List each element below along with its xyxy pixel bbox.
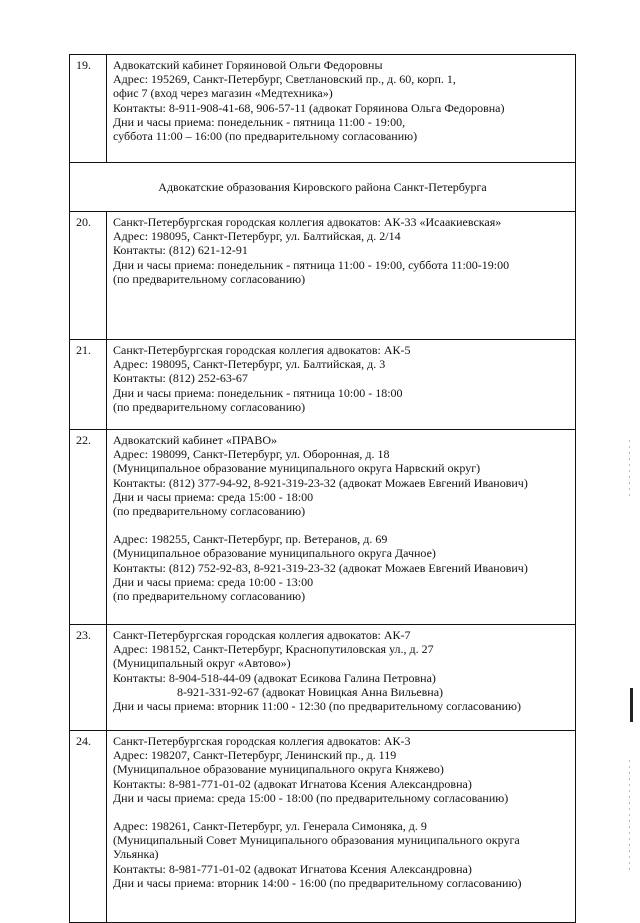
entry-number: 20. [70,212,107,340]
section-heading: Адвокатские образования Кировского района Санкт-Петербурга [70,163,576,212]
table-row [70,625,576,731]
entry-line: Дни и часы приема: среда 15:00 - 18:00 (по предварительному согласованию) [113,790,509,805]
table-row [70,430,576,625]
entry-details [107,212,576,340]
entry-line: Дни и часы приема: понедельник - пятница 11:00 - 19:00, [113,114,406,129]
entry-line: Санкт-Петербургская городская коллегия адвокатов: АК-5 [113,343,411,357]
entry-details [107,55,576,163]
entry-line: Адрес: 198255, Санкт-Петербург, пр. Ветеранов, д. 69 [113,532,388,547]
table-row [70,55,576,163]
entry-line: суббота 11:00 – 16:00 (по предварительному согласованию) [113,129,418,144]
entry-number: 23. [70,625,107,731]
entry-line: Контакты: (812) 752-92-83, 8-921-319-23-32 (адвокат Можаев Евгений Иванович) [113,560,528,575]
entry-line: Дни и часы приема: вторник 14:00 - 16:00 (по предварительному согласованию) [113,875,522,890]
entry-line: Адрес: 198099, Санкт-Петербург, ул. Оборонная, д. 18 [113,447,390,462]
entry-details [107,731,576,923]
entry-line: Контакты: (812) 377-94-92, 8-921-319-23-32 (адвокат Можаев Евгений Иванович) [113,475,528,490]
entry-line: Дни и часы приема: среда 10:00 - 13:00 [113,574,314,589]
table-row [70,212,576,340]
table-row [70,340,576,430]
entry-line: Ульянка) [113,847,159,862]
entry-line: Дни и часы приема: вторник 11:00 - 12:30 (по предварительному согласованию) [113,699,521,714]
entry-line: 8-921-331-92-67 (адвокат Новицкая Анна Вильевна) [177,684,444,699]
entry-number: 19. [70,55,107,163]
entry-line: Дни и часы приема: понедельник - пятница 10:00 - 18:00 [113,385,403,400]
entry-line: Контакты: 8-911-908-41-68, 906-57-11 (адвокат Горяинова Ольга Федоровна) [113,100,505,115]
entry-line: Контакты: 8-981-771-01-02 (адвокат Игнатова Ксения Александровна) [113,776,472,791]
entry-line: (Муниципальный Совет Муниципального образования муниципального округа [113,833,520,848]
section-row [70,163,576,212]
entry-line: Контакты: 8-904-518-44-09 (адвокат Есикова Галина Петровна) [113,670,436,685]
entry-line: Дни и часы приема: среда 15:00 - 18:00 [113,489,314,504]
entry-details [107,430,576,625]
entry-line: Адрес: 198095, Санкт-Петербург, ул. Балтийская, д. 3 [113,357,386,372]
entry-line: (по предварительному согласованию) [113,271,306,286]
entry-line: Контакты: (812) 621-12-91 [113,243,248,258]
entry-details [107,340,576,430]
entry-line: (по предварительному согласованию) [113,399,306,414]
entry-line: Дни и часы приема: понедельник - пятница 11:00 - 19:00, суббота 11:00-19:00 [113,257,510,272]
entry-gap [113,805,571,819]
entry-line: Контакты: 8-981-771-01-02 (адвокат Игнатова Ксения Александровна) [113,861,472,876]
scan-artifact-dots [629,440,630,500]
entry-line: (по предварительному согласованию) [113,504,306,519]
entry-line: (по предварительному согласованию) [113,589,306,604]
entry-line: офис 7 (вход через магазин «Медтехника») [113,86,333,101]
entry-line: Контакты: (812) 252-63-67 [113,371,248,386]
entry-line: Адрес: 198095, Санкт-Петербург, ул. Балтийская, д. 2/14 [113,229,401,244]
entry-number: 24. [70,731,107,923]
entry-line: Адвокатский кабинет Горяиновой Ольги Федоровны [113,58,383,72]
entry-line: Адрес: 195269, Санкт-Петербург, Светлановский пр., д. 60, корп. 1, [113,72,456,87]
scan-artifact-mark [630,688,633,722]
table-row [70,731,576,923]
entry-line: (Муниципальный округ «Автово») [113,656,291,671]
entry-number: 21. [70,340,107,430]
registry-table [69,54,576,923]
entry-line: Адвокатский кабинет «ПРАВО» [113,433,278,447]
entry-line: Адрес: 198152, Санкт-Петербург, Краснопутиловская ул., д. 27 [113,642,434,657]
entry-details [107,625,576,731]
entry-line: (Муниципальное образование муниципального округа Княжево) [113,762,444,777]
entry-line: (Муниципальное образование муниципального округа Нарвский округ) [113,461,481,476]
entry-line: Санкт-Петербургская городская коллегия адвокатов: АК-7 [113,628,411,642]
entry-number: 22. [70,430,107,625]
entry-line: (Муниципальное образование муниципального округа Дачное) [113,546,436,561]
scan-artifact-dots [629,760,630,870]
entry-line: Санкт-Петербургская городская коллегия адвокатов: АК-33 «Исаакиевская» [113,215,502,229]
entry-line: Санкт-Петербургская городская коллегия адвокатов: АК-3 [113,734,411,748]
entry-line: Адрес: 198261, Санкт-Петербург, ул. Генерала Симоняка, д. 9 [113,819,427,834]
entry-gap [113,518,571,532]
entry-line: Адрес: 198207, Санкт-Петербург, Ленинский пр., д. 119 [113,748,397,763]
